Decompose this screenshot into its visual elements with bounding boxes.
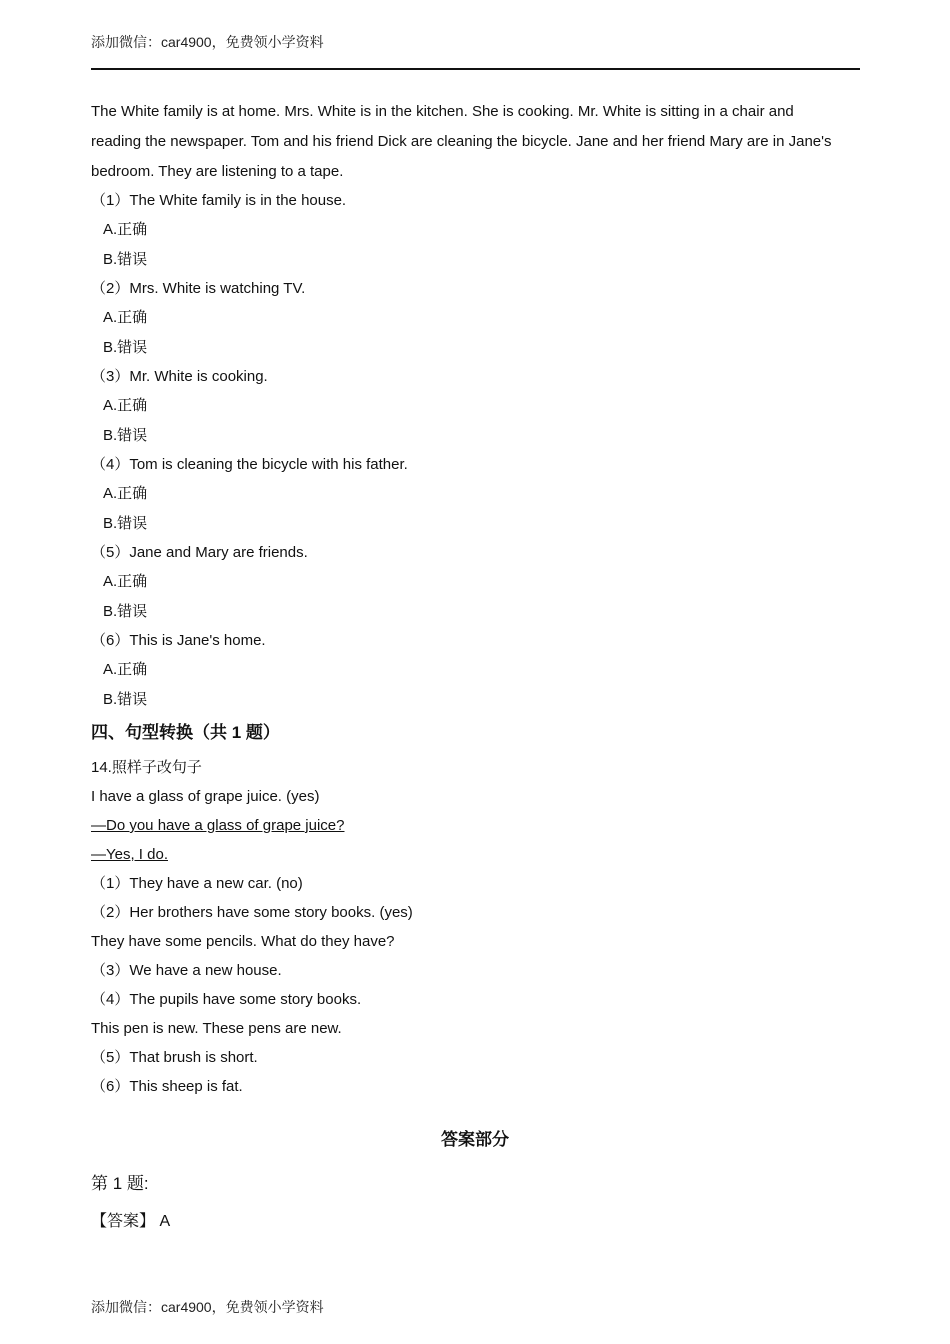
question-4-option-a: A.正确 xyxy=(103,485,148,502)
section-4-title: 四、句型转换（共 1 题） xyxy=(91,723,280,742)
question-6-option-b: B.错误 xyxy=(103,691,148,708)
question-14-title: 14.照样子改句子 xyxy=(91,759,202,776)
answer-1-label: 第 1 题: xyxy=(91,1174,149,1193)
passage-line-3: bedroom. They are listening to a tape. xyxy=(91,163,344,180)
question-6-option-a: A.正确 xyxy=(103,661,148,678)
question-5-option-b: B.错误 xyxy=(103,603,148,620)
transform-item-5: （5）That brush is short. xyxy=(91,1049,258,1066)
transform-item-3: （3）We have a new house. xyxy=(91,962,282,979)
question-2: （2）Mrs. White is watching TV. xyxy=(91,280,306,297)
question-1-option-a: A.正确 xyxy=(103,221,148,238)
question-5-option-a: A.正确 xyxy=(103,573,148,590)
question-4: （4）Tom is cleaning the bicycle with his father. xyxy=(91,456,408,473)
answers-title: 答案部分 xyxy=(441,1130,509,1149)
example-sentence-3: This pen is new. These pens are new. xyxy=(91,1020,342,1037)
transform-item-1: （1）They have a new car. (no) xyxy=(91,875,303,892)
transform-item-4: （4）The pupils have some story books. xyxy=(91,991,362,1008)
passage-line-2: reading the newspaper. Tom and his friend Dick are cleaning the bicycle. Jane and her friend Mary are in Jane's xyxy=(91,133,832,150)
example-sentence-2: They have some pencils. What do they have? xyxy=(91,933,395,950)
example-question: —Do you have a glass of grape juice? xyxy=(91,817,345,834)
example-answer: —Yes, I do. xyxy=(91,846,168,863)
example-sentence: I have a glass of grape juice. (yes) xyxy=(91,788,320,805)
question-4-option-b: B.错误 xyxy=(103,515,148,532)
question-1-option-b: B.错误 xyxy=(103,251,148,268)
question-2-option-b: B.错误 xyxy=(103,339,148,356)
page-footer: 添加微信：car4900，免费领小学资料 xyxy=(91,1299,324,1315)
transform-item-6: （6）This sheep is fat. xyxy=(91,1078,243,1095)
answer-1-value: 【答案】 A xyxy=(91,1213,171,1230)
question-2-option-a: A.正确 xyxy=(103,309,148,326)
question-1: （1）The White family is in the house. xyxy=(91,192,347,209)
header-divider xyxy=(91,68,860,70)
question-3: （3）Mr. White is cooking. xyxy=(91,368,268,385)
question-3-option-a: A.正确 xyxy=(103,397,148,414)
question-5: （5）Jane and Mary are friends. xyxy=(91,544,308,561)
transform-item-2: （2）Her brothers have some story books. (yes) xyxy=(91,904,413,921)
page-header: 添加微信：car4900，免费领小学资料 xyxy=(91,34,324,50)
question-3-option-b: B.错误 xyxy=(103,427,148,444)
passage-line-1: The White family is at home. Mrs. White is in the kitchen. She is cooking. Mr. White is sitting in a chair and xyxy=(91,103,794,120)
question-6: （6）This is Jane's home. xyxy=(91,632,266,649)
